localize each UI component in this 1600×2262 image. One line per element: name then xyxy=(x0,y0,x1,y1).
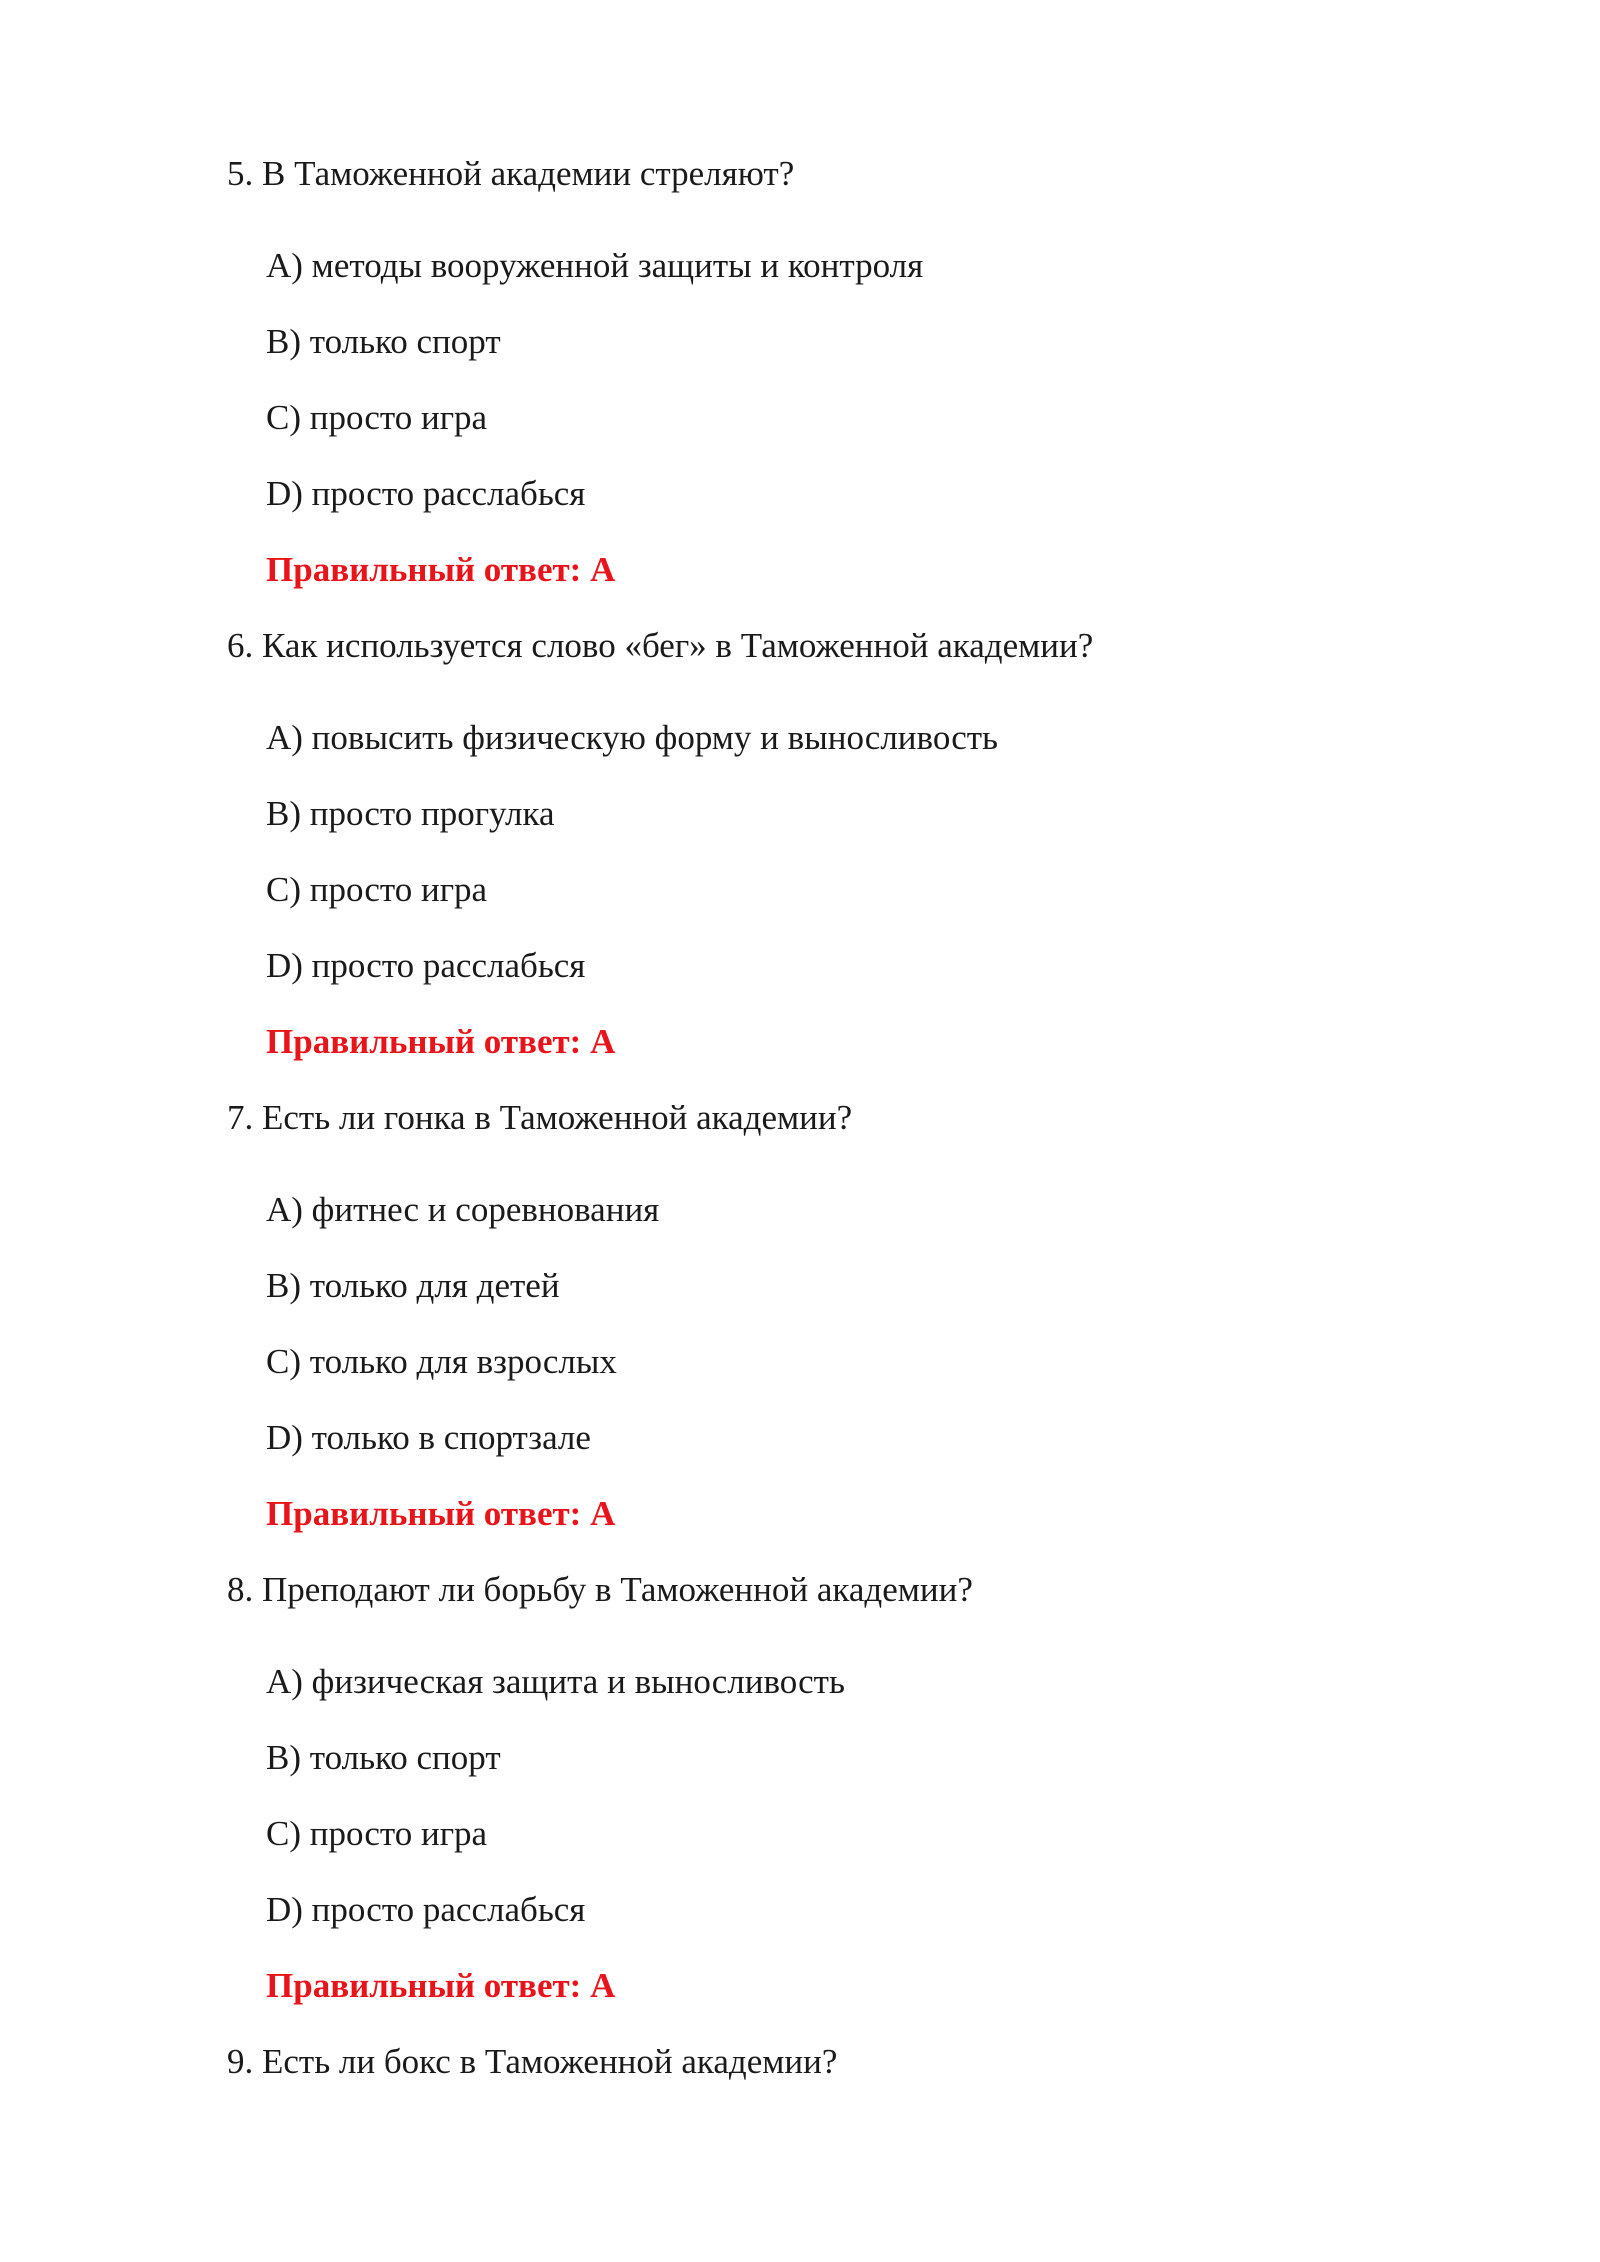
question-5-option-d: D) просто расслабься xyxy=(266,474,586,513)
question-8: 8. Преподают ли борьбу в Таможенной академии? xyxy=(227,1570,973,1609)
question-6-option-c: C) просто игра xyxy=(266,870,488,909)
question-7-option-c: C) только для взрослых xyxy=(266,1342,617,1381)
question-8-option-a: A) физическая защита и выносливость xyxy=(266,1662,845,1701)
question-7-option-a: A) фитнес и соревнования xyxy=(266,1190,660,1229)
question-5-option-a: A) методы вооруженной защиты и контроля xyxy=(266,246,924,285)
question-8-answer: Правильный ответ: A xyxy=(266,1966,616,2005)
question-7: 7. Есть ли гонка в Таможенной академии? xyxy=(227,1098,853,1137)
question-7-option-d: D) только в спортзале xyxy=(266,1418,591,1457)
question-8-option-b: B) только спорт xyxy=(266,1738,501,1777)
question-8-option-c: C) просто игра xyxy=(266,1814,488,1853)
question-7-answer: Правильный ответ: A xyxy=(266,1494,616,1533)
question-8-option-d: D) просто расслабься xyxy=(266,1890,586,1929)
question-6-option-b: B) просто прогулка xyxy=(266,794,555,833)
question-6-answer: Правильный ответ: A xyxy=(266,1022,616,1061)
question-5-option-c: C) просто игра xyxy=(266,398,488,437)
question-6-option-a: A) повысить физическую форму и выносливость xyxy=(266,718,998,757)
question-5-option-b: B) только спорт xyxy=(266,322,501,361)
question-6: 6. Как используется слово «бег» в Таможенной академии? xyxy=(227,626,1094,665)
question-7-option-b: B) только для детей xyxy=(266,1266,560,1305)
question-5: 5. В Таможенной академии стреляют? xyxy=(227,154,795,193)
question-6-option-d: D) просто расслабься xyxy=(266,946,586,985)
question-9: 9. Есть ли бокс в Таможенной академии? xyxy=(227,2042,838,2081)
question-5-answer: Правильный ответ: A xyxy=(266,550,616,589)
